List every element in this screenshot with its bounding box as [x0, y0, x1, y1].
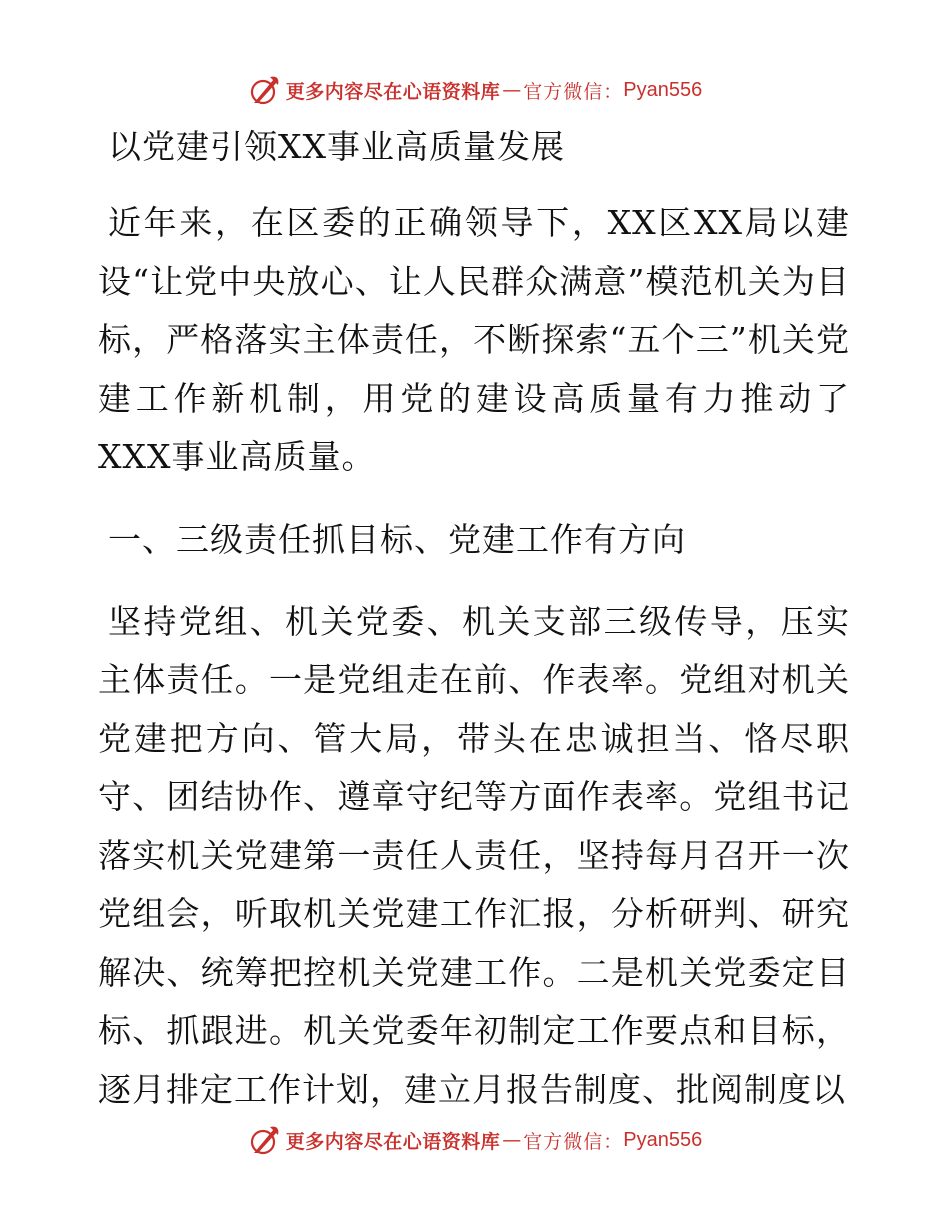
watermark-banner-bottom [0, 1118, 950, 1162]
watermark-wechat-label: 官方微信： [523, 80, 624, 103]
quill-pen-icon [248, 1123, 282, 1157]
quill-pen-icon [248, 73, 282, 107]
section-1-heading: 一、三级责任抓目标、党建工作有方向 [108, 519, 686, 559]
intro-paragraph: 近年来，在区委的正确领导下，XX区XX局以建设“让党中央放心、让人民群众满意”模范机关为目标，严格落实主体责任，不断探索“五个三”机关党建工作新机制，用党的建设高质量有力推动了XXX事业高质量。 [98, 203, 850, 476]
watermark-banner-top [0, 68, 950, 112]
document-body [98, 118, 850, 1143]
watermark-brand: 更多内容尽在心语资料库 [285, 1130, 501, 1153]
watermark-brand: 更多内容尽在心语资料库 [285, 80, 501, 103]
section-1-paragraph: 坚持党组、机关党委、机关支部三级传导，压实主体责任。一是党组走在前、作表率。党组对机关党建把方向、管大局，带头在忠诚担当、恪尽职守、团结协作、遵章守纪等方面作表率。党组书记落实机关党建第一责任人责任，坚持每月召开一次党组会，听取机关党建工作汇报，分析研判、研究解决、统筹把控机关党建工作。二是机关党委定目标、抓跟进。机关党委年初制定工作要点和目标，逐月排定工作计划，建立月报告制度、批阅制度以 [98, 601, 850, 1109]
watermark-separator: — [502, 1129, 522, 1151]
document-title: 以党建引领XX事业高质量发展 [108, 127, 565, 166]
watermark-separator: — [502, 79, 522, 101]
watermark-wechat-label: 官方微信： [523, 1130, 624, 1153]
watermark-wechat-id: Pyan556 [623, 1128, 703, 1151]
watermark-wechat-id: Pyan556 [623, 78, 703, 101]
